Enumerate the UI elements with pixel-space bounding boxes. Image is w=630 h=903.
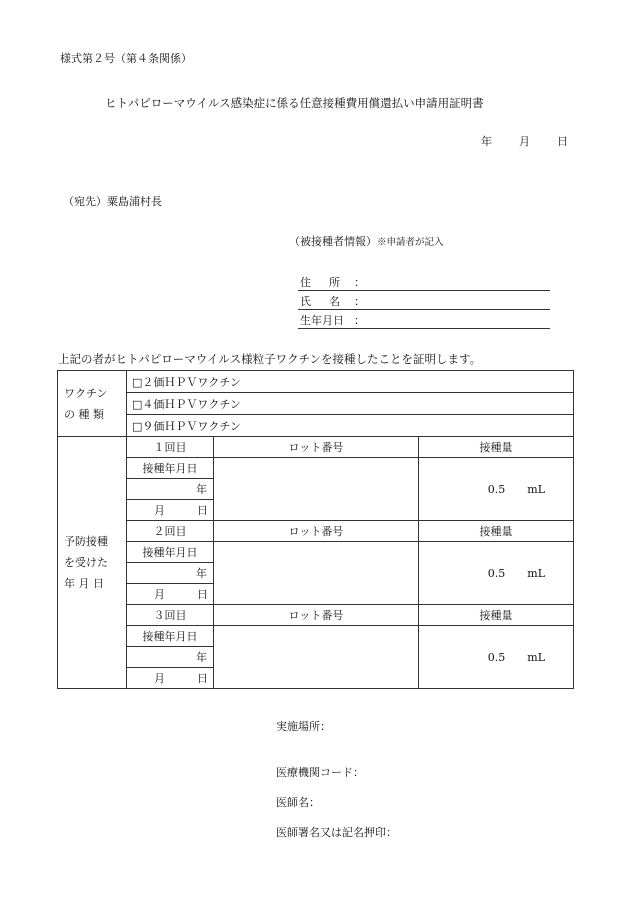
dose-3-date-year[interactable]: 年 bbox=[127, 647, 214, 668]
name-colon: ： bbox=[354, 295, 365, 308]
dose-3-date-label: 接種年月日 bbox=[127, 626, 214, 647]
vaccination-table bbox=[57, 370, 574, 689]
dose-2-date-month-day[interactable] bbox=[127, 584, 214, 605]
address-label-part2: 所 bbox=[329, 276, 340, 289]
birthdate-colon: ： bbox=[354, 314, 365, 327]
dose-2-lot-number[interactable] bbox=[214, 542, 419, 605]
patient-info-note: ※申請者が記入 bbox=[377, 237, 444, 248]
dose-1-label: １回目 bbox=[127, 437, 214, 458]
vaccine-type-label-line1: ワクチン bbox=[64, 386, 108, 400]
date-month: 月 bbox=[519, 135, 530, 148]
address-field[interactable] bbox=[298, 274, 550, 291]
vaccination-date-label-line2: を受けた bbox=[64, 556, 108, 569]
dose-amount-header: 接種量 bbox=[419, 437, 574, 458]
facility-place-label: 実施場所： bbox=[276, 720, 331, 733]
dose-3-month: 月 bbox=[154, 672, 165, 685]
dose-1-amount: 0.5 mL bbox=[419, 458, 574, 521]
dose-3-lot-number[interactable] bbox=[214, 626, 419, 689]
lot-number-header: ロット番号 bbox=[214, 437, 419, 458]
birthdate-field[interactable] bbox=[298, 312, 550, 329]
vaccine-option-2-valent[interactable]: □２価ＨＰＶワクチン bbox=[127, 371, 574, 393]
vaccine-type-label bbox=[58, 371, 127, 437]
dose-2-label: ２回目 bbox=[127, 521, 214, 542]
dose-amount-header: 接種量 bbox=[419, 521, 574, 542]
dose-2-day: 日 bbox=[197, 588, 208, 601]
vaccine-option-9-valent[interactable]: □９価ＨＰＶワクチン bbox=[127, 415, 574, 437]
birthdate-label: 生年月日 bbox=[300, 314, 344, 327]
vaccination-date-label-line3: 年 月 日 bbox=[64, 577, 104, 590]
certification-statement: 上記の者がヒトパピローマウイルス様粒子ワクチンを接種したことを証明します。 bbox=[58, 352, 482, 366]
dose-amount-header: 接種量 bbox=[419, 605, 574, 626]
name-label-part1: 氏 bbox=[300, 295, 311, 308]
name-label-part2: 名 bbox=[329, 295, 340, 308]
dose-2-amount: 0.5 mL bbox=[419, 542, 574, 605]
vaccination-date-label-line1: 予防接種 bbox=[64, 535, 108, 548]
dose-2-date-year[interactable]: 年 bbox=[127, 563, 214, 584]
address-label-part1: 住 bbox=[300, 276, 311, 289]
patient-info-label: （被接種者情報） bbox=[289, 235, 377, 248]
name-field[interactable] bbox=[298, 293, 550, 310]
dose-2-date-label: 接種年月日 bbox=[127, 542, 214, 563]
date-year: 年 bbox=[481, 135, 492, 148]
vaccine-option-4-valent[interactable]: □４価ＨＰＶワクチン bbox=[127, 393, 574, 415]
dose-1-date-year[interactable]: 年 bbox=[127, 479, 214, 500]
form-number: 様式第２号（第４条関係） bbox=[60, 52, 192, 65]
lot-number-header: ロット番号 bbox=[214, 521, 419, 542]
vaccine-type-label-line2: の 種 類 bbox=[64, 407, 104, 421]
date-day: 日 bbox=[557, 135, 568, 148]
dose-3-date-month-day[interactable] bbox=[127, 668, 214, 689]
patient-info-heading bbox=[289, 233, 444, 249]
dose-3-day: 日 bbox=[197, 672, 208, 685]
document-title: ヒトパピローマウイルス感染症に係る任意接種費用償還払い申請用証明書 bbox=[105, 96, 484, 110]
dose-1-date-month-day[interactable] bbox=[127, 500, 214, 521]
addressee: （宛先）粟島浦村長 bbox=[63, 195, 162, 208]
dose-3-label: ３回目 bbox=[127, 605, 214, 626]
address-colon: ： bbox=[354, 276, 365, 289]
doctor-signature-label: 医師署名又は記名押印： bbox=[276, 826, 397, 839]
facility-code-label: 医療機関コード： bbox=[276, 766, 364, 779]
lot-number-header: ロット番号 bbox=[214, 605, 419, 626]
dose-1-date-label: 接種年月日 bbox=[127, 458, 214, 479]
dose-1-month: 月 bbox=[154, 504, 165, 517]
dose-2-month: 月 bbox=[154, 588, 165, 601]
dose-1-lot-number[interactable] bbox=[214, 458, 419, 521]
vaccination-date-label bbox=[58, 437, 127, 689]
dose-3-amount: 0.5 mL bbox=[419, 626, 574, 689]
dose-1-day: 日 bbox=[197, 504, 208, 517]
doctor-name-label: 医師名： bbox=[276, 796, 320, 809]
